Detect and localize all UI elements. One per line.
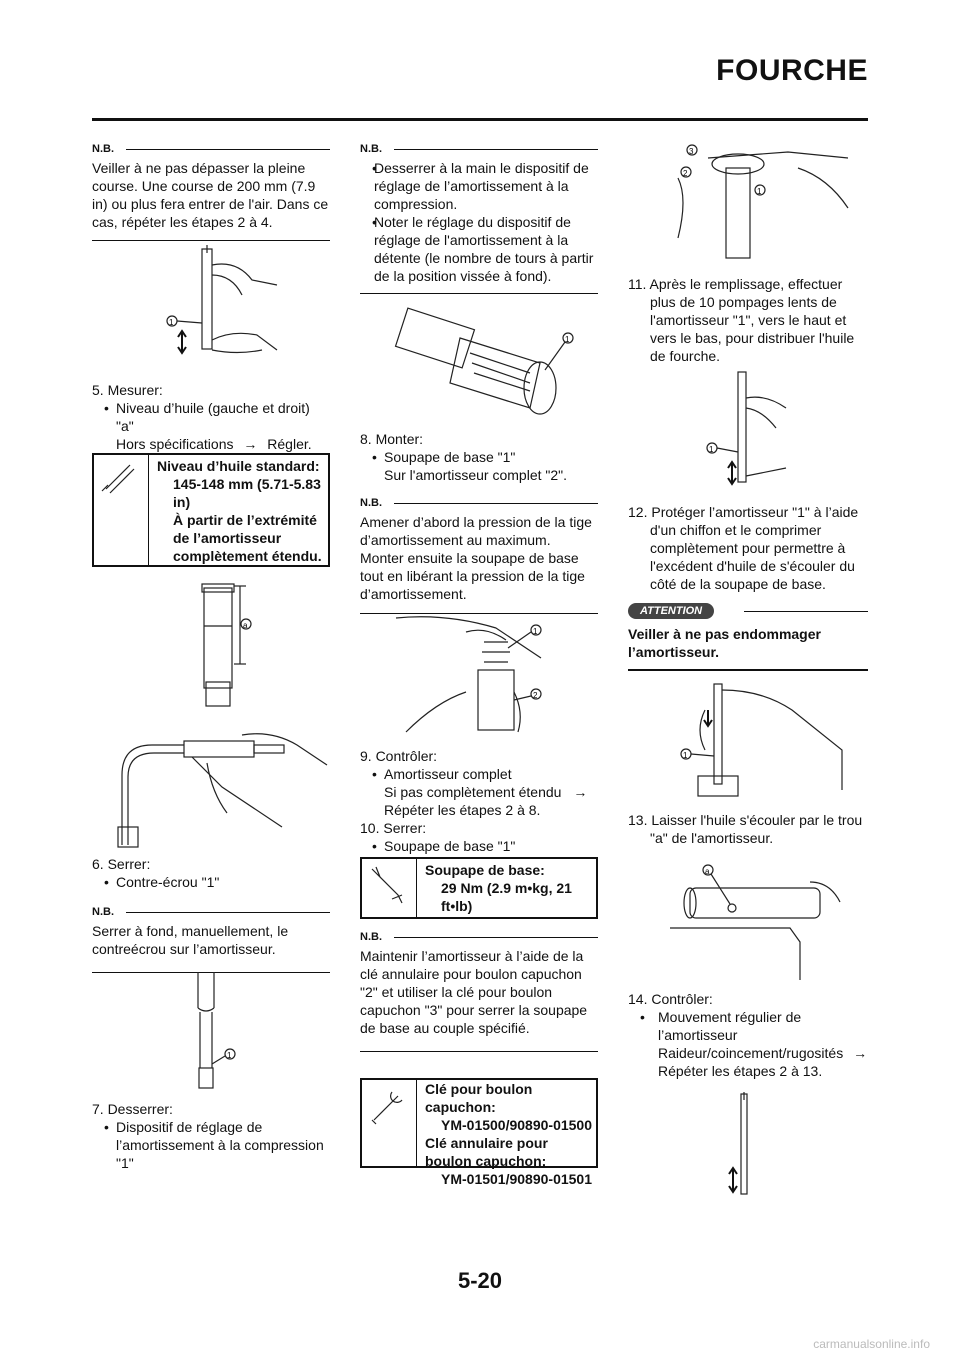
step-5-title: 5. Mesurer: <box>92 382 163 398</box>
step-7-bullet: • Dispositif de réglage de l’amortissement à la compression "1" <box>92 1118 330 1172</box>
callout-a: a <box>705 867 710 876</box>
spec-tool-2-code: YM-01501/90890-01501 <box>441 1171 593 1187</box>
step-8-title: 8. Monter: <box>360 431 424 447</box>
step-8-sub: Sur l'amortisseur complet "2". <box>384 467 568 483</box>
column-2-steps <box>360 430 598 614</box>
spec-box-oil-level <box>92 453 330 567</box>
watermark: carmanualsonline.info <box>813 1337 930 1351</box>
spec-value: 145-148 mm (5.71-5.83 in) <box>173 476 321 510</box>
column-3-steps <box>628 275 868 365</box>
column-2-steps-b <box>360 747 598 855</box>
header-rule <box>92 118 868 121</box>
step-14-title: 14. Contrôler: <box>628 991 713 1007</box>
step-6-bullet: • Contre-écrou "1" <box>92 873 330 891</box>
note-block <box>92 140 330 241</box>
damper-stroke-illustration <box>705 1092 785 1198</box>
attention-text: Veiller à ne pas endommager l’amortisseur. <box>628 626 821 660</box>
callout-1: 1 <box>169 318 174 327</box>
column-1 <box>92 140 330 241</box>
torque-wrench-icon <box>362 859 417 917</box>
arrow-icon: → <box>573 784 588 800</box>
column-3-steps-c <box>628 811 868 847</box>
page-title: FOURCHE <box>716 54 868 87</box>
compression-adjuster-illustration <box>390 298 590 416</box>
note-label: N.B. <box>360 143 382 155</box>
step-10-bullet: • Soupape de base "1" <box>360 837 598 855</box>
note-text: Veiller à ne pas dépasser la pleine course. Une course de 200 mm (7.9 in) ou plus fera entrer de l'air. Dans ce cas, répéter les étapes 2 à 4. <box>92 160 329 230</box>
step-9-title: 9. Contrôler: <box>360 748 438 764</box>
note-label: N.B. <box>360 931 382 943</box>
note-block <box>360 928 598 1052</box>
base-valve-install-illustration <box>396 612 556 740</box>
step-11: 11. Après le remplissage, effectuer plus de 10 pompages lents de l'amortisseur "1", vers le haut et vers le bas, pour distribuer l'huile de fourche. <box>628 276 855 364</box>
note-text: Serrer à fond, manuellement, le contreécrou sur l’amortisseur. <box>92 923 289 957</box>
column-1-steps-c <box>92 1100 330 1172</box>
caliper-icon <box>94 455 149 565</box>
cap-bolt-wrench-illustration <box>648 138 858 260</box>
spec-tool-1-code: YM-01500/90890-01500 <box>441 1117 593 1133</box>
step-9-action: Répéter les étapes 2 à 8. <box>384 802 541 818</box>
damper-compress-illustration <box>670 680 860 800</box>
callout-1: 1 <box>227 1051 232 1060</box>
oil-syringe-illustration <box>112 715 332 850</box>
spec-box-torque <box>360 857 598 919</box>
spec-value: 29 Nm (2.9 m•kg, 21 ft•lb) <box>441 880 572 914</box>
callout-2: 2 <box>533 691 538 700</box>
note-label: N.B. <box>360 497 382 509</box>
step-14-line: Raideur/coincement/rugosités <box>658 1045 844 1061</box>
note-label: N.B. <box>92 906 114 918</box>
callout-a: a <box>243 621 248 630</box>
spec-box-tools <box>360 1078 598 1187</box>
note-block <box>92 903 330 973</box>
step-5-bullet: • Niveau d’huile (gauche et droit) "a" <box>92 399 330 435</box>
oil-level-pump-illustration <box>150 245 300 370</box>
column-2-steps-c <box>360 928 598 1052</box>
note-text: Maintenir l’amortisseur à l’aide de la clé annulaire pour boulon capuchon "2" et utiliser la clé pour boulon capuchon "3" pour serrer la soupape de base au couple spécifié. <box>360 948 588 1036</box>
arrow-icon: → <box>853 1045 868 1061</box>
spec-title: Niveau d’huile standard: <box>157 458 320 474</box>
step-14-bullet: • Mouvement régulier de l’amortisseur <box>628 1008 868 1044</box>
step-5-line: Hors spécifications <box>116 436 234 452</box>
note-block <box>360 494 598 614</box>
step-10-title: 10. Serrer: <box>360 820 427 836</box>
note-bullet: • Desserrer à la main le dispositif de réglage de l’amortissement à la compression. <box>360 159 598 213</box>
step-13: 13. Laisser l'huile s'écouler par le trou "a" de l'amortisseur. <box>628 812 863 846</box>
callout-1: 1 <box>565 335 570 344</box>
note-block <box>360 140 598 294</box>
attention-badge: ATTENTION <box>628 603 714 619</box>
step-9-bullet: • Amortisseur complet <box>360 765 598 783</box>
note-text: Amener d’abord la pression de la tige d’amortissement au maximum. Monter ensuite la soupape de base tout en libérant la pression de la tige d’amortissement. <box>360 514 592 602</box>
step-8-bullet: • Soupape de base "1" <box>360 448 598 466</box>
damper-pump-illustration <box>700 368 800 494</box>
step-9-line: Si pas complètement étendu <box>384 784 562 800</box>
step-6-title: 6. Serrer: <box>92 856 151 872</box>
column-2 <box>360 140 598 294</box>
note-label: N.B. <box>92 143 114 155</box>
spec-title: Soupape de base: <box>425 862 545 878</box>
step-7-title: 7. Desserrer: <box>92 1101 173 1117</box>
arrow-icon: → <box>243 436 258 452</box>
callout-1: 1 <box>757 187 762 196</box>
column-3-steps-b <box>628 503 868 671</box>
page-number: 5-20 <box>457 1268 503 1293</box>
column-1-steps <box>92 381 330 453</box>
spec-note: À partir de l’extrémité de l’amortisseur complètement étendu. <box>173 512 322 564</box>
oil-drain-hole-illustration <box>670 852 850 980</box>
callout-2: 2 <box>683 169 688 178</box>
step-14-action: Répéter les étapes 2 à 13. <box>658 1063 823 1079</box>
callout-1: 1 <box>709 445 714 454</box>
step-12: 12. Protéger l’amortisseur "1" à l’aide d'un chiffon et le comprimer complètement pour permettre à l'excédent d'huile de s'écouler du côté de la soupape de base. <box>628 504 859 592</box>
callout-1: 1 <box>533 627 538 636</box>
spec-tool-2: Clé annulaire pour boulon capuchon: <box>425 1135 548 1169</box>
locknut-illustration <box>180 968 260 1093</box>
step-5-action: Régler. <box>267 436 312 452</box>
fork-oil-level-diagram <box>190 582 270 707</box>
spec-tool-1: Clé pour boulon capuchon: <box>425 1081 533 1115</box>
wrench-tool-icon <box>362 1080 417 1166</box>
column-1-steps-b <box>92 855 330 973</box>
column-3-steps-d <box>628 990 868 1080</box>
callout-1: 1 <box>683 751 688 760</box>
callout-3: 3 <box>689 147 694 156</box>
note-bullet: • Noter le réglage du dispositif de réglage de l'amortissement à la détente (le nombre de tours à partir de la position vissée à fond). <box>360 213 598 285</box>
